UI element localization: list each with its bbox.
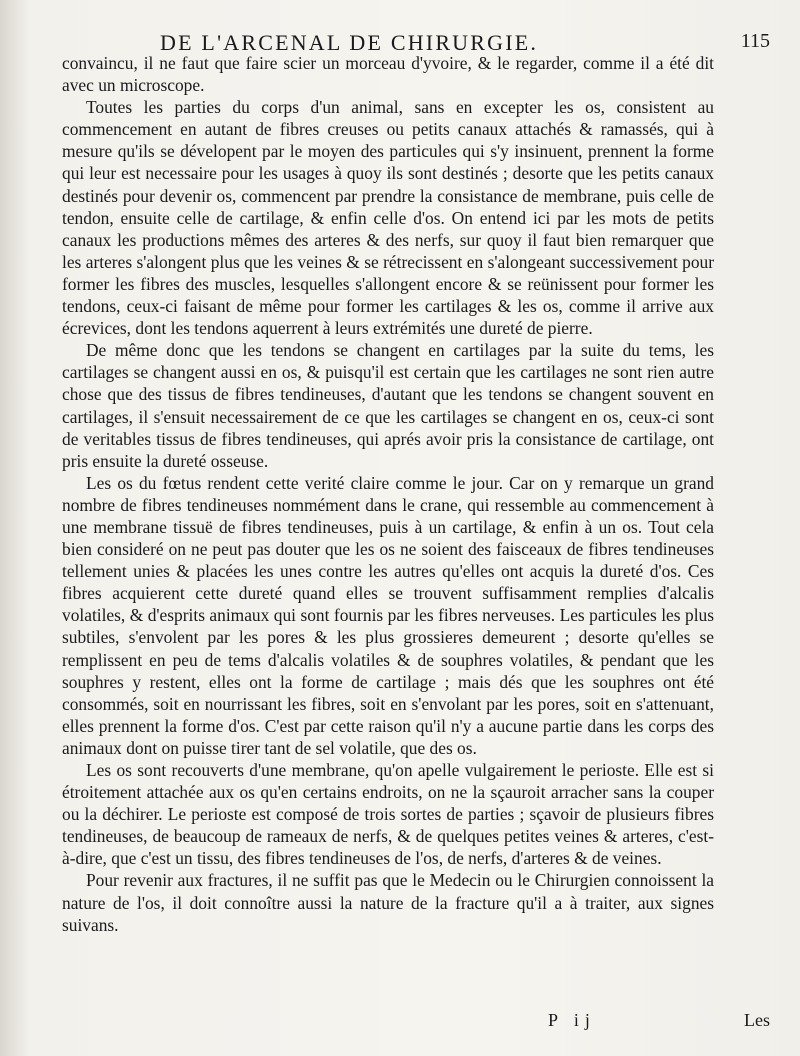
paragraph: Toutes les parties du corps d'un animal, sans en excepter les os, consistent au commencement en autant de fibres creuses ou petits canaux attachés & ramassés, qui à mesure qu'ils se dévelopent par le moyen des particules qui s'y insinuent, prennent la forme qui leur est necessaire pour les usages à quoy ils sont destinés ; desorte que les petits canaux destinés pour devenir os, commencent par prendre la consistance de membrane, puis celle de tendon, ensuite celle de cartilage, & enfin celle d'os. On entend ici par les mots de petits canaux les productions mêmes des arteres & des nerfs, sur quoy il faut bien remarquer que les arteres s'alongent plus que les veines & se rétrecissent en s'alongeant successivement pour former les fibres des muscles, lesquelles s'allongent encore & se reünissent pour former les tendons, ceux-ci faisant de même pour former les cartilages & les os, comme il arrive aux écrevices, dont les tendons aquerrent à leurs extrémités une dureté de pierre.: [62, 97, 714, 339]
paragraph: Les os du fœtus rendent cette verité claire comme le jour. Car on y remarque un grand nombre de fibres tendineuses nommément dans le crane, qui ressemble au commencement à une membrane tissuë de fibres tendineuses, puis à un cartilage, & enfin à un os. Tout cela bien consideré on ne peut pas douter que les os ne soient des faisceaux de fibres tendineuses tellement unies & placées les unes contre les autres qu'elles ont acquis la dureté d'os. Ces fibres acquierent cette dureté quand elles se trouvent suffisamment remplies d'alcalis volatiles, & d'esprits animaux qui sont fournis par les fibres nerveuses. Les particules les plus subtiles, s'envolent par les pores & les plus grossieres demeurent ; desorte qu'elles se remplissent en peu de tems d'alcalis volatiles & de souphres volatiles, & pendant que les souphres y restent, elles ont la forme de cartilage ; mais dés que les souphres ont été consommés, soit en nourrissant les fibres, soit en s'envolant par les pores, soit en s'attenuant, elles prennent la forme d'os. C'est par cette raison qu'il n'y a aucune partie dans les corps des animaux dont on puisse tirer tant de sel volatile, que des os.: [62, 472, 714, 758]
page-number: 115: [740, 30, 770, 52]
paragraph: convaincu, il ne faut que faire scier un morceau d'yvoire, & le regarder, comme il a été dit avec un microscope.: [62, 53, 714, 96]
paragraph: Les os sont recouverts d'une membrane, qu'on apelle vulgairement le perioste. Elle est si étroitement attachée aux os qu'en certains endroits, on ne la sçauroit arracher sans la couper ou la déchirer. Le perioste est composé de trois sortes de parties ; sçavoir de plusieurs fibres tendineuses, de beaucoup de rameaux de nerfs, & de quelques petites veines & arteres, c'est-à-dire, que c'est un tissu, des fibres tendineuses de l'os, de nerfs, d'arteres & de veines.: [62, 760, 714, 869]
body-text: [62, 52, 714, 936]
page-footer: [60, 1010, 770, 1040]
catchword: Les: [744, 1010, 770, 1030]
paragraph: Pour revenir aux fractures, il ne suffit pas que le Medecin ou le Chirurgien connoissent la nature de l'os, il doit connoître aussi la nature de la fracture qu'il a à traiter, aux signes suivans.: [62, 870, 714, 935]
signature-mark: P ij: [548, 1010, 596, 1030]
paragraph: De même donc que les tendons se changent en cartilages par la suite du tems, les cartilages se changent aussi en os, & puisqu'il est certain que les cartilages ne sont rien autre chose que des tissus de fibres tendineuses, d'autant que les tendons se changent souvent en cartilages, il s'ensuit necessairement de ce que les cartilages se changent en os, ceux-ci sont de veritables tissus de fibres tendineuses, qui aprés avoir pris la consistance de cartilage, ont pris ensuite la dureté osseuse.: [62, 340, 714, 471]
running-title: DE L'ARCENAL DE CHIRURGIE.: [160, 30, 539, 55]
